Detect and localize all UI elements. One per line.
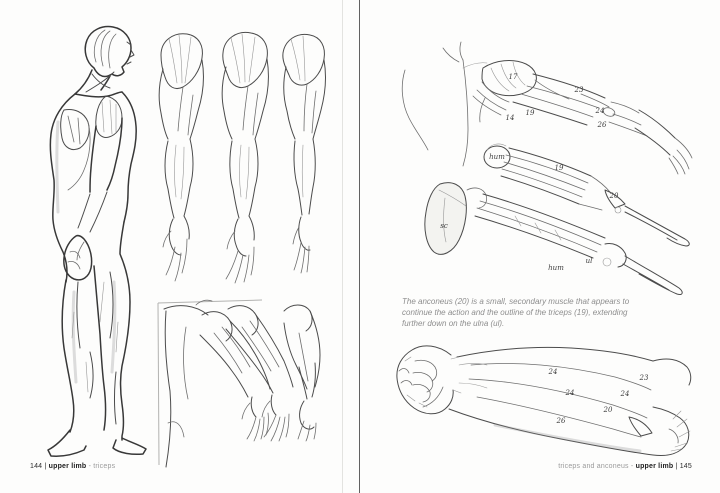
figure-label: 24 <box>620 390 630 398</box>
figure-label: 20 <box>609 192 619 200</box>
arm-panel-drawing <box>152 293 338 473</box>
figure-label: 26 <box>597 121 607 129</box>
figure-legs <box>48 222 146 456</box>
forearm-upper-arm <box>449 347 691 455</box>
figure-label: 23 <box>639 374 649 382</box>
figure-arm <box>64 96 122 280</box>
figure-torso <box>50 92 136 282</box>
panel-arm-3 <box>284 305 320 441</box>
figure-label: 19 <box>525 109 535 117</box>
panel-frame <box>158 300 262 465</box>
page-divider <box>359 0 360 493</box>
footer-dash: - <box>630 463 634 470</box>
footer-section: upper limb <box>48 463 87 470</box>
figure-label: 24 <box>595 107 605 115</box>
figure-label: 24 <box>565 389 575 397</box>
figure-neck <box>75 70 114 94</box>
figure-label: 17 <box>508 73 518 81</box>
figure-label: 23 <box>574 86 584 94</box>
right-page-footer <box>558 463 692 470</box>
figure-label: 19 <box>554 164 564 172</box>
figure-label: 20 <box>603 406 613 414</box>
page-gutter-shadow <box>342 0 343 493</box>
figure-label: 14 <box>505 114 515 122</box>
right-page-number: 145 <box>679 463 692 470</box>
triceps-sequence-drawing <box>385 38 700 305</box>
footer-subsection: triceps <box>93 463 116 470</box>
arm-study-3 <box>283 34 326 273</box>
caption-line: continue the action and the outline of the triceps (19), extending <box>402 308 628 317</box>
flexed-arm-drawing <box>385 335 695 470</box>
arm-study-1 <box>159 34 203 281</box>
ecorche-figure-drawing <box>30 22 150 457</box>
panel-torso <box>164 300 212 467</box>
figure-head <box>85 27 134 77</box>
left-page-number: 144 <box>30 463 43 470</box>
figure-label: hum <box>548 264 564 272</box>
arm-studies-drawing <box>143 25 338 285</box>
figure-label: 24 <box>548 368 558 376</box>
panel-arm-1 <box>200 312 270 441</box>
footer-subsection: triceps and anconeus <box>558 463 629 470</box>
figure-label: sc <box>440 222 448 230</box>
footer-separator: | <box>675 463 678 470</box>
left-page-footer <box>30 463 115 470</box>
caption-line: The anconeus (20) is a small, secondary muscle that appears to <box>402 297 630 306</box>
arm-with-muscles <box>473 61 692 174</box>
arm-study-2 <box>222 32 268 283</box>
footer-dash: - <box>88 463 92 470</box>
figure-label: hum <box>489 153 505 161</box>
figure-label: 26 <box>556 417 566 425</box>
footer-section: upper limb <box>635 463 674 470</box>
scapula-arm <box>425 183 682 295</box>
fist <box>397 346 453 414</box>
figure-label: ul <box>585 257 593 265</box>
back-outline <box>402 42 487 166</box>
caption-line: further down on the ulna (ul). <box>402 319 505 328</box>
anconeus-caption <box>402 296 642 329</box>
footer-separator: | <box>44 463 47 470</box>
